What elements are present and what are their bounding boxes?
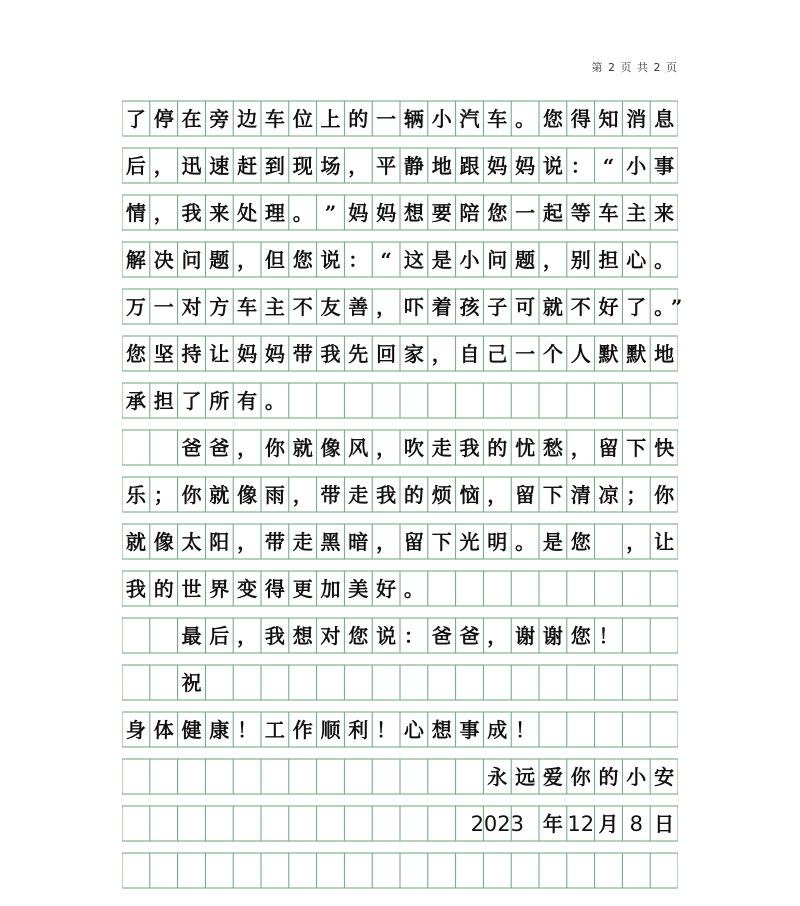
grid-cell-char: ，: [153, 201, 174, 225]
date-unit-char: 日: [654, 812, 675, 836]
grid-cell-char: 场: [320, 154, 341, 178]
grid-cell-char: 你: [264, 436, 285, 460]
grid-cell-char: 变: [237, 577, 258, 601]
date-number: 12: [567, 812, 595, 836]
grid-cell-char: 所: [209, 389, 230, 413]
grid-cell-char: 旁: [209, 107, 230, 131]
grid-cell-char: 解: [125, 248, 146, 272]
grid-cell-char: 不: [570, 295, 591, 319]
grid-cell-char: 情: [125, 201, 146, 225]
grid-cell-char: 处: [237, 201, 258, 225]
grid-cell-char: 默: [598, 342, 619, 366]
grid-cell-char: 走: [431, 436, 452, 460]
grid-cell-char: 工: [264, 718, 285, 742]
grid-cell-char: 问: [487, 248, 508, 272]
grid-cell-char: 光: [459, 530, 480, 554]
grid-cell-char: 像: [320, 436, 341, 460]
grid-cell-char: 跟: [459, 154, 480, 178]
grid-cell-char: 万: [125, 295, 146, 319]
grid-cell-char: 静: [403, 154, 424, 178]
grid-cell-char: 了: [626, 295, 647, 319]
grid-cell-char: 烦: [431, 483, 452, 507]
grid-cell-char: 妈: [237, 342, 258, 366]
grid-cell-char: 康: [209, 718, 230, 742]
grid-cell-char: 就: [542, 295, 563, 319]
grid-cell-char: ，: [376, 530, 397, 554]
grid-cell-char: 。: [654, 295, 675, 319]
grid-cell-char: 妈: [376, 201, 397, 225]
grid-cell-char: 得: [570, 107, 591, 131]
grid-cell-char: 我: [320, 342, 341, 366]
grid-cell-char: 友: [320, 295, 341, 319]
grid-cell-char: 你: [654, 483, 675, 507]
grid-cell-char: 家: [403, 342, 424, 366]
grid-cell-char: 回: [376, 342, 397, 366]
grid-cell-char: 我: [264, 624, 285, 648]
grid-cell-char: 赶: [237, 154, 258, 178]
grid-cell-char: 雨: [264, 483, 285, 507]
grid-cell-char: ！: [237, 718, 258, 742]
grid-cell-char: 风: [348, 436, 369, 460]
grid-cell-char: 的: [348, 107, 369, 131]
grid-cell-char: 汽: [459, 107, 480, 131]
grid-cell-char: 善: [348, 295, 369, 319]
grid-cell-char: 边: [237, 107, 258, 131]
grid-cell-char: 说: [320, 248, 341, 272]
grid-cell-char: 谢: [542, 624, 563, 648]
grid-cell-char: 忧: [515, 436, 536, 460]
grid-cell-char: 您: [570, 530, 591, 554]
grid-cell-char: ；: [626, 483, 647, 507]
grid-cell-char: 清: [570, 483, 591, 507]
grid-cell-char: 先: [348, 342, 369, 366]
grid-cell-char: 好: [598, 295, 619, 319]
grid-cell-char: 等: [570, 201, 591, 225]
grid-cell-char: ；: [153, 483, 174, 507]
grid-cell-char: 默: [626, 342, 647, 366]
grid-cell-char: 恼: [459, 483, 480, 507]
grid-cell-char: 爸: [209, 436, 230, 460]
grid-cell-char: 带: [264, 530, 285, 554]
date-number: 2023: [470, 812, 525, 836]
grid-cell-char: 就: [125, 530, 146, 554]
grid-cell-char: ，: [237, 436, 258, 460]
grid-cell-char: 担: [598, 248, 619, 272]
grid-cell-char: 您: [292, 248, 313, 272]
grid-cell-char: 了: [181, 389, 202, 413]
grid-cell-char: [595, 527, 623, 557]
grid-cell-char: ！: [376, 718, 397, 742]
grid-cell-char: 人: [570, 342, 591, 366]
grid-cell-char: 承: [125, 389, 146, 413]
grid-cell-char: 是: [542, 530, 563, 554]
grid-cell-char: ，: [348, 154, 369, 178]
grid-cell-char: 辆: [403, 107, 424, 131]
grid-cell-char: 。: [515, 530, 536, 554]
grid-cell-char: 车: [264, 107, 285, 131]
grid-cell-char: 像: [153, 530, 174, 554]
grid-cell-char: 陪: [459, 201, 480, 225]
grid-cell-char: 就: [209, 483, 230, 507]
grid-cell-char: 远: [515, 765, 536, 789]
grid-cell-char: 这: [403, 248, 424, 272]
grid-cell-char: 想: [292, 624, 313, 648]
grid-cell-char: 地: [654, 342, 675, 366]
grid-cell-char: 走: [292, 530, 313, 554]
grid-cell-char: 下: [542, 483, 563, 507]
date-unit-char: 年: [542, 812, 563, 836]
grid-cell-char: 问: [181, 248, 202, 272]
grid-cell-char: 乐: [125, 483, 146, 507]
grid-cell-char: 带: [320, 483, 341, 507]
grid-cell-char: ”: [324, 201, 337, 225]
grid-cell-char: 暗: [348, 530, 369, 554]
grid-cell-char: 车: [237, 295, 258, 319]
grid-cell-char: 下: [626, 436, 647, 460]
grid-manuscript-sheet: [122, 98, 683, 906]
grid-cell-char: 爸: [181, 436, 202, 460]
grid-cell-char: 永: [487, 765, 508, 789]
grid-cell-char: 是: [431, 248, 452, 272]
grid-cell-char: 像: [237, 483, 258, 507]
grid-cell-char: 健: [181, 718, 202, 742]
grid-cell-char: 祝: [181, 671, 202, 695]
grid-cell-char: 小: [626, 765, 647, 789]
grid-cell-char: 的: [598, 765, 619, 789]
grid-cell-char: 理: [264, 201, 285, 225]
grid-cell-char: 一: [515, 201, 536, 225]
grid-cell-char: 的: [153, 577, 174, 601]
grid-cell-char: 位: [292, 107, 313, 131]
grid-cell-char: 车: [598, 201, 619, 225]
grid-cell-char: 小: [626, 154, 647, 178]
grid-cell-char: 世: [181, 577, 202, 601]
grid-cell-char: 方: [209, 295, 230, 319]
grid-cell-char: 您: [542, 107, 563, 131]
grid-cell-char: ，: [376, 295, 397, 319]
grid-cell-char: 题: [209, 248, 230, 272]
grid-cell-char: ，: [570, 436, 591, 460]
grid-cell-char: 小: [431, 107, 452, 131]
grid-cell-char: 对: [181, 295, 202, 319]
grid-cell-char: 爱: [542, 765, 563, 789]
grid-cell-char: 妈: [348, 201, 369, 225]
grid-cell-char: 快: [654, 436, 675, 460]
date-number: 8: [629, 812, 643, 836]
grid-cell-char: 上: [320, 107, 341, 131]
grid-cell-char: 下: [431, 530, 452, 554]
grid-cell-char: 。: [403, 577, 424, 601]
grid-cell-char: 小: [459, 248, 480, 272]
grid-cell-char: 想: [403, 201, 424, 225]
grid-cell-char: 题: [515, 248, 536, 272]
grid-cell-char: 说: [542, 154, 563, 178]
grid-cell-char: 体: [153, 718, 174, 742]
grid-cell-char: 的: [403, 483, 424, 507]
grid-cell-char: 到: [264, 154, 285, 178]
grid-cell-char: ！: [598, 624, 619, 648]
grid-cell-char: 利: [348, 718, 369, 742]
grid-cell-char: 来: [209, 201, 230, 225]
grid-cell-char: 事: [459, 718, 480, 742]
grid-cell-char: 知: [598, 107, 619, 131]
grid-cell-char: 。: [292, 201, 313, 225]
grid-cell-char: 停: [153, 107, 174, 131]
grid-cell-char: 消: [626, 107, 647, 131]
grid-cell-char: 后: [209, 624, 230, 648]
grid-cell-char: 安: [654, 765, 675, 789]
grid-cell-char: 对: [320, 624, 341, 648]
grid-cell-char: 顺: [320, 718, 341, 742]
grid-cell-char: ，: [487, 483, 508, 507]
grid-cell-char: 现: [292, 154, 313, 178]
grid-cell-char: ，: [542, 248, 563, 272]
grid-cell-char: 爸: [459, 624, 480, 648]
grid-cell-char: 坚: [153, 342, 174, 366]
grid-cell-char: ：: [570, 154, 591, 178]
grid-cell-char: 作: [292, 718, 313, 742]
grid-cell-char: 妈: [515, 154, 536, 178]
grid-cell-char: 的: [487, 436, 508, 460]
grid-cell-char: 决: [153, 248, 174, 272]
date-unit-char: 月: [598, 812, 619, 836]
grid-cell-char: 我: [376, 483, 397, 507]
grid-cell-char: 心: [626, 248, 647, 272]
grid-cell-char: 在: [181, 107, 202, 131]
grid-cell-char: 事: [654, 154, 675, 178]
grid-cell-char: 留: [598, 436, 619, 460]
grid-cell-char: 界: [209, 577, 230, 601]
grid-cell-char: 要: [431, 201, 452, 225]
grid-cell-char: 身: [125, 718, 146, 742]
grid-cell-char: 留: [403, 530, 424, 554]
grid-cell-char: 美: [348, 577, 369, 601]
grid-cell-char: ！: [515, 718, 536, 742]
grid-cell-char: ，: [292, 483, 313, 507]
grid-cell-char: 我: [125, 577, 146, 601]
grid-cell-char: 让: [654, 530, 675, 554]
grid-cell-char: 说: [376, 624, 397, 648]
grid-cell-char: 带: [292, 342, 313, 366]
grid-cell-char: 最: [181, 624, 202, 648]
grid-cell-char: 太: [181, 530, 202, 554]
grid-cell-char: 别: [570, 248, 591, 272]
grid-cell-char: 加: [320, 577, 341, 601]
grid-cell-char: 愁: [542, 436, 563, 460]
grid-cell-char: 凉: [598, 483, 619, 507]
grid-cell-char: 妈: [487, 154, 508, 178]
grid-cell-char: 一: [515, 342, 536, 366]
grid-cell-char: 自: [459, 342, 480, 366]
grid-cell-char: ，: [431, 342, 452, 366]
grid-cell-char: 担: [153, 389, 174, 413]
grid-cell-char: 平: [376, 154, 397, 178]
grid-cell-char: 主: [626, 201, 647, 225]
grid-cell-char: 就: [292, 436, 313, 460]
grid-cell-char: 后: [125, 154, 146, 178]
grid-cell-char: 成: [487, 718, 508, 742]
grid-cell-char: ，: [237, 624, 258, 648]
grid-cell-char: ，: [376, 436, 397, 460]
grid-cell-char: 妈: [264, 342, 285, 366]
grid-cell-char: 持: [181, 342, 202, 366]
grid-cell-char: 。: [264, 389, 285, 413]
grid-cell-char: 您: [570, 624, 591, 648]
grid-cell-char: 孩: [459, 295, 480, 319]
grid-cell-char: 一: [153, 295, 174, 319]
grid-cell-char: 阳: [209, 530, 230, 554]
grid-cell-char: 车: [487, 107, 508, 131]
grid-cell-char: ：: [348, 248, 369, 272]
grid-cell-char: 己: [487, 342, 508, 366]
grid-cell-char: 吓: [403, 295, 424, 319]
grid-cell-char: ，: [237, 530, 258, 554]
grid-cell-char: 得: [264, 577, 285, 601]
grid-cell-char: 个: [542, 342, 563, 366]
grid-cell-char: 留: [515, 483, 536, 507]
grid-cell-char: ，: [487, 624, 508, 648]
grid-cell-char: 吹: [403, 436, 424, 460]
grid-cell-char: ”: [670, 295, 683, 319]
grid-cell-char: “: [602, 154, 615, 178]
grid-cell-char: 想: [431, 718, 452, 742]
grid-cell-char: 心: [403, 718, 424, 742]
grid-cell-char: 一: [376, 107, 397, 131]
page-number-label: 第 2 页 共 2 页: [591, 61, 678, 74]
grid-cell-char: 让: [209, 342, 230, 366]
grid-cell-char: 黑: [320, 530, 341, 554]
grid-cell-char: 明: [487, 530, 508, 554]
grid-cell-char: 走: [348, 483, 369, 507]
grid-cell-char: 我: [459, 436, 480, 460]
grid-cell-char: 迅: [181, 154, 202, 178]
grid-cell-char: 不: [292, 295, 313, 319]
grid-cell-char: 好: [376, 577, 397, 601]
grid-cell-char: 主: [264, 295, 285, 319]
grid-cell-char: 可: [515, 295, 536, 319]
grid-cell-char: 。: [515, 107, 536, 131]
grid-cell-char: 地: [431, 154, 452, 178]
grid-cell-char: ，: [237, 248, 258, 272]
grid-cell-char: 来: [654, 201, 675, 225]
grid-cell-char: 着: [431, 295, 452, 319]
grid-cell-char: 您: [125, 342, 146, 366]
grid-cell-char: 您: [487, 201, 508, 225]
grid-cell-char: 。: [654, 248, 675, 272]
grid-cell-char: 有: [237, 389, 258, 413]
grid-cell-char: 爸: [431, 624, 452, 648]
grid-cell-char: 你: [570, 765, 591, 789]
grid-cell-char: 但: [264, 248, 285, 272]
grid-cell-char: “: [380, 248, 392, 272]
grid-cell-char: ，: [153, 154, 174, 178]
grid-cell-char: 了: [125, 107, 146, 131]
grid-cell-char: ，: [626, 530, 647, 554]
grid-cell-char: 你: [181, 483, 202, 507]
grid-cell-char: 谢: [515, 624, 536, 648]
grid-cell-char: 子: [487, 295, 508, 319]
grid-cell-char: 我: [181, 201, 202, 225]
grid-cell-char: 您: [348, 624, 369, 648]
grid-cell-char: 更: [292, 577, 313, 601]
grid-cell-char: 息: [654, 107, 675, 131]
grid-cell-char: ：: [403, 624, 424, 648]
grid-cell-char: 速: [209, 154, 230, 178]
grid-cell-char: 起: [542, 201, 563, 225]
